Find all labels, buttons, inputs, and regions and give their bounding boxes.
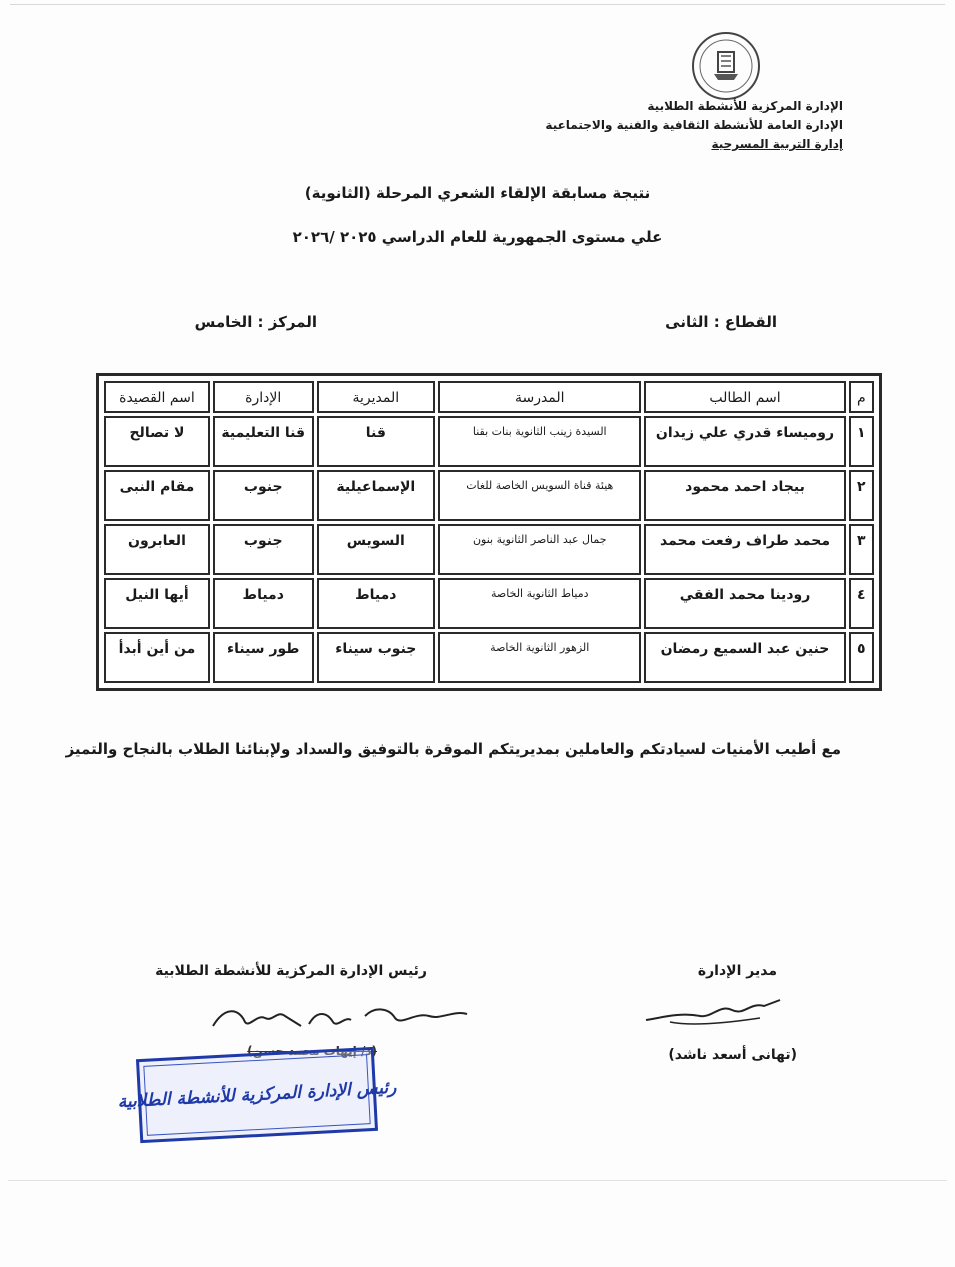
right-signatory-title: مدير الإدارة — [697, 963, 777, 979]
org-line-central: الإدارة المركزية للأنشطة الطلابية — [647, 99, 843, 113]
bottom-divider — [8, 1180, 947, 1181]
cell-num: ٢ — [849, 470, 874, 521]
cell-num: ٣ — [849, 524, 874, 575]
cell-directorate: جنوب سيناء — [317, 632, 436, 683]
cell-administration: دمياط — [213, 578, 314, 629]
cell-school: دمياط الثانوية الخاصة — [438, 578, 641, 629]
table-row — [104, 470, 874, 521]
cell-administration: جنوب — [213, 470, 314, 521]
cell-administration: جنوب — [213, 524, 314, 575]
table-row — [104, 632, 874, 683]
right-signatory-name: (تهانى أسعد ناشد) — [668, 1047, 797, 1063]
cell-student: حنين عبد السميع رمضان — [644, 632, 845, 683]
cell-num: ٥ — [849, 632, 874, 683]
organization-header — [545, 97, 843, 154]
cell-poem: العابرون — [104, 524, 210, 575]
cell-school: هيئة قناة السويس الخاصة للغات — [438, 470, 641, 521]
document-subtitle: علي مستوى الجمهورية للعام الدراسي ٢٠٢٥ /٢٠٢٦ — [292, 228, 663, 246]
cell-school: السيدة زينب الثانوية بنات بقنا — [438, 416, 641, 467]
rank-label: المركز : الخامس — [194, 313, 317, 331]
org-line-general: الإدارة العامة للأنشطة الثقافية والفنية والاجتماعية — [545, 118, 843, 132]
cell-directorate: الإسماعيلية — [317, 470, 436, 521]
cell-administration: قنا التعليمية — [213, 416, 314, 467]
ministry-logo-icon — [690, 30, 762, 102]
cell-school: الزهور الثانوية الخاصة — [438, 632, 641, 683]
cell-student: روميساء قدري علي زيدان — [644, 416, 845, 467]
left-signatory-name: (د/ إيهاب محمد حسن) — [247, 1044, 377, 1058]
cell-num: ٤ — [849, 578, 874, 629]
cell-directorate: دمياط — [317, 578, 436, 629]
cell-student: محمد طراف رفعت محمد — [644, 524, 845, 575]
cell-school: جمال عبد الناصر الثانوية بنون — [438, 524, 641, 575]
table-row — [104, 578, 874, 629]
org-line-department: إدارة التربية المسرحية — [711, 137, 843, 151]
cell-student: رودينا محمد الفقي — [644, 578, 845, 629]
document-title: نتيجة مسابقة الإلقاء الشعري المرحلة (الثانوية) — [304, 184, 651, 202]
closing-remark: مع أطيب الأمنيات لسيادتكم والعاملين بمديريتكم الموقرة بالتوفيق والسداد ولإبنائنا الطلاب بالنجاح والتميز — [65, 740, 841, 758]
cell-poem: لا تصالح — [104, 416, 210, 467]
header-num: م — [849, 381, 874, 413]
table-row — [104, 416, 874, 467]
cell-poem: من أين أبدأ — [104, 632, 210, 683]
top-divider — [10, 4, 945, 5]
cell-administration: طور سيناء — [213, 632, 314, 683]
handwritten-signature-right-icon — [640, 992, 790, 1032]
sector-label: القطاع : الثانى — [665, 313, 777, 331]
header-poem: اسم القصيدة — [104, 381, 210, 413]
cell-num: ١ — [849, 416, 874, 467]
cell-student: بيجاد احمد محمود — [644, 470, 845, 521]
cell-poem: أيها النيل — [104, 578, 210, 629]
cell-poem: مقام النبى — [104, 470, 210, 521]
header-directorate: المديرية — [317, 381, 436, 413]
header-student: اسم الطالب — [644, 381, 845, 413]
cell-directorate: السويس — [317, 524, 436, 575]
cell-directorate: قنا — [317, 416, 436, 467]
header-school: المدرسة — [438, 381, 641, 413]
left-signatory-title: رئيس الإدارة المركزية للأنشطة الطلابية — [155, 963, 427, 979]
official-stamp — [117, 1047, 397, 1143]
stamp-text: رئيس الإدارة المركزية للأنشطة الطلابية — [117, 1077, 397, 1113]
table-header-row — [104, 381, 874, 413]
handwritten-signature-left-icon — [205, 996, 475, 1038]
results-table — [96, 373, 882, 691]
table-row — [104, 524, 874, 575]
header-administration: الإدارة — [213, 381, 314, 413]
